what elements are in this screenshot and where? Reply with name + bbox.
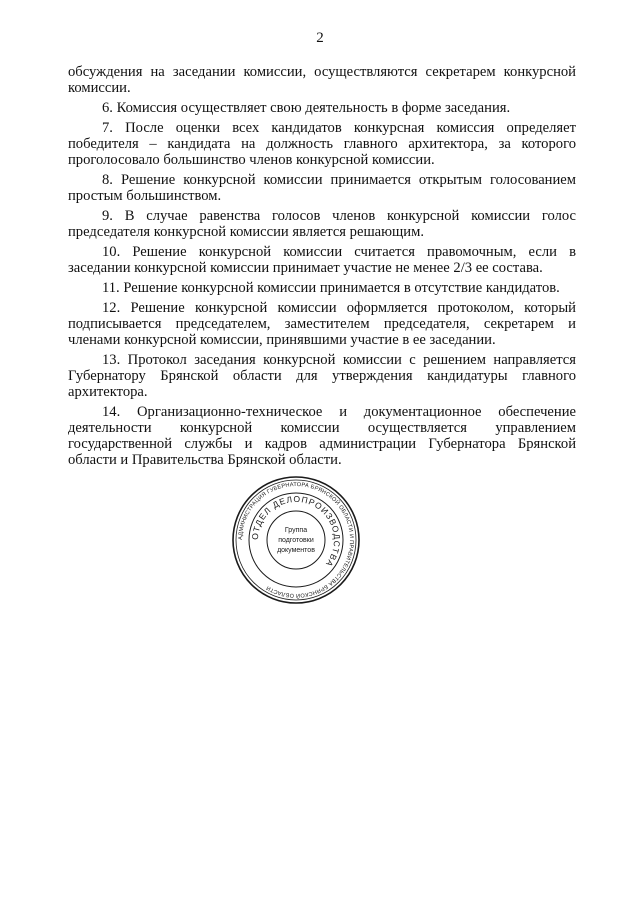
document-body (68, 64, 576, 472)
stamp-center-line-1: Группа (284, 527, 308, 534)
paragraph-8: 8. Решение конкурсной комиссии принимается открытым голосованием простым большинством. (68, 172, 576, 204)
paragraph-11: 11. Решение конкурсной комиссии принимается в отсутствие кандидатов. (102, 280, 560, 296)
stamp-center-line-2: подготовки (278, 537, 314, 544)
page-number: 2 (316, 30, 324, 46)
paragraph-12: 12. Решение конкурсной комиссии оформляется протоколом, который подписывается председателем, заместителем председателя, секретарем и членами конкурсной комиссии, принявшими участие в ее заседании. (68, 300, 576, 348)
paragraph-14: 14. Организационно-техническое и документационное обеспечение деятельности конкурсной комиссии осуществляется управлением государственной службы и кадров администрации Губернатора Брянской области и Правительства Брянской области. (68, 404, 576, 468)
stamp-center-line-3: документов (277, 547, 315, 554)
paragraph-continuation: обсуждения на заседании комиссии, осуществляются секретарем конкурсной комиссии. (68, 64, 576, 96)
paragraph-6: 6. Комиссия осуществляет свою деятельность в форме заседания. (102, 100, 511, 116)
stamp-middle-text: ОТДЕЛ ДЕЛОПРОИЗВОДСТВА (249, 493, 343, 570)
paragraph-9: 9. В случае равенства голосов членов конкурсной комиссии голос председателя конкурсной комиссии является решающим. (68, 208, 576, 240)
official-stamp (231, 475, 361, 605)
stamp-outer-text: АДМИНИСТРАЦИЯ ГУБЕРНАТОРА БРЯНСКОЙ ОБЛАСТИ И ПРАВИТЕЛЬСТВА БРЯНСКОЙ ОБЛАСТИ (237, 481, 355, 599)
paragraph-10: 10. Решение конкурсной комиссии считается правомочным, если в заседании конкурсной комиссии принимает участие не менее 2/3 ее состава. (68, 244, 576, 276)
paragraph-13: 13. Протокол заседания конкурсной комиссии с решением направляется Губернатору Брянской области для утверждения кандидатуры главного архитектора. (68, 352, 576, 400)
paragraph-7: 7. После оценки всех кандидатов конкурсная комиссия определяет победителя – кандидата на должность главного архитектора, за которого проголосовало большинство членов конкурсной комиссии. (68, 120, 576, 168)
